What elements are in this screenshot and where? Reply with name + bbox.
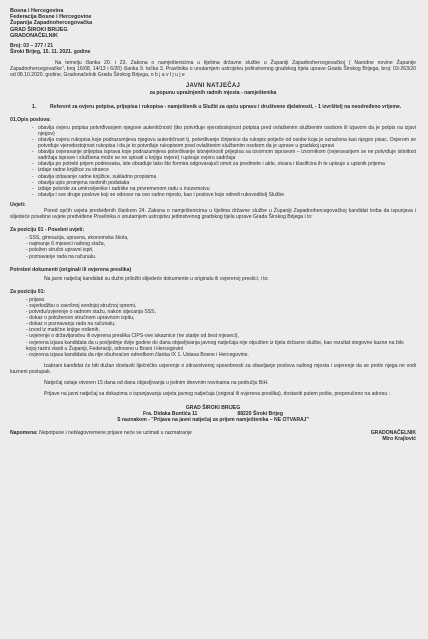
documents-label: Potrebni dokumenti (originali ili ovjerena preslika)	[10, 266, 132, 273]
header-line: Federacija Bosne i Hercegovine	[10, 14, 92, 21]
list-item: - izdaje radne knjižice za strance	[32, 167, 416, 173]
note-row	[10, 430, 416, 442]
duties-list	[32, 125, 416, 198]
header-line: GRADONAČELNIK	[10, 32, 58, 39]
position-heading	[32, 104, 416, 110]
signer-title: GRADONAČELNIK	[370, 429, 416, 436]
special-conditions-list	[26, 235, 416, 259]
document-subtitle: za popunu upražnjenih radnih mjesta - namještenika	[149, 90, 277, 97]
issuer-header	[10, 8, 416, 39]
documents-list	[26, 297, 412, 358]
list-item: - svjedodžbu o završnoj srednjoj stručnoj spremi,	[26, 303, 137, 310]
envelope-note: S naznakom - "Prijava na javni natječaj za prijem namještenika – NE OTVARAJ"	[117, 417, 309, 424]
list-item: - obavlja ovjeru potpisa potvrđivanjem njegove autentičnosti (tko potvrđuje vjerodostojnost potpisa pred ovlaštenim službenim osobom ili izjavom da je potpis na izjavi njegov)	[32, 125, 416, 137]
reference-block	[10, 43, 416, 55]
street-address: Fra. Didaka Buntića 11	[143, 411, 198, 418]
list-item: - prijava	[26, 296, 45, 303]
duties-label: 01.Opis poslova:	[10, 116, 51, 123]
header-line: GRAD ŠIROKI BRIJEG	[10, 26, 68, 33]
document-title: JAVNI NATJEČAJ	[185, 83, 241, 90]
position-text: Referent za ovjeru potpisa, prijepisa i rukopisa - namještenik u Službi za opću upravu i društvene djelatnosti, - 1 izvršitelj na neodređeno vrijeme.	[50, 103, 402, 110]
list-item: - izdaje potvrde za umirovljenike i radnike na privremenom radu u inozemstvu	[32, 186, 416, 192]
conditions-paragraph: Pored općih uvjeta predviđenih člankom 24. Zakona o namještenicima u tijelima državne službe u Županiji Zapadnohercegovačkoj kandidat treba da ispunjava i slijedeće posebne uvjete predviđene Pravilnika o unutarnjem ustrojstvu jedinstvenog gradskog tijela uprave Grada Širokog Brijega i to:	[10, 207, 416, 221]
note-label: Napomena:	[10, 429, 38, 436]
note-text: Nepotpune i neblagovremene prijave neće se uzimati u razmatranje	[39, 429, 192, 436]
intro-paragraph: Na temelju članka 20. i 23. Zakona o namještenicima u tijelima državne službe u Županiji Zapadnohercegovačkoj ( Narodne novine Županije Zapadnohercegovačke", broj 16/08, 14/13 i 6/20) članka 9. točka 3. Pravilnika o unutarnjem ustrojstvu jedinstvenog gradskog tijela uprave Grada Širokog Brijega, broj: 03-263/20 od 08.10.2020. godine, Gradonačelnik Grada Širokog Brijega, o b j a v l j u j e	[10, 60, 416, 79]
list-item: - uvjerenje o državljanstvu ili ovjerena preslika CIPS-ove iskaznice (ne starije od šest mjeseci),	[26, 333, 239, 340]
list-item: - dokaz o položenom stručnom upravnom ispitu,	[26, 315, 135, 322]
list-item: - poznavanje rada na računalu.	[26, 253, 97, 260]
position-1-label: Za poziciju 01 - Posebni uvjeti:	[10, 227, 85, 234]
list-item: - ovjerena izjava kandidata da nije obuhvaćen odredbom članka IX 1. Ustava Bosne i Hercegovine.	[26, 351, 249, 358]
list-item: - izvod iz matične knjige rođenih,	[26, 327, 100, 334]
position-1-docs-label: Za poziciju 01:	[10, 288, 46, 295]
list-item: - obavlja ovjeravanje prijepisa isprava koje podrazumijeva potvrđivanje istovjetnosti prijepisa sa izvornom ispravom – izvornikom (ovjeravanjem se ne potvrđuje istinitost sadržaja isprave i službena može se ne upisati u knjigu ovjere) i upisuje ovjeru sadržaja	[32, 149, 416, 161]
conditions-label: Uvjeti:	[10, 201, 26, 208]
list-item: - obavlja upis promjena osobnih podataka	[32, 180, 416, 186]
list-item: - položen stručni upravni ispit,	[26, 247, 94, 254]
signer-name: Miro Krajlović	[382, 435, 416, 442]
list-item: - obavlja po potrebi prijem podnesaka, iste obrađuje tako što formira odgovarajući omot za predmete i akte, otvara i klasificira ih te upisuje u upisnik prijema	[32, 161, 416, 167]
open-period-paragraph: Natječaj ostaje otvoren 15 dana od dana objavljivanja u jednim dnevnim novinama na području BiH.	[44, 380, 269, 387]
list-item: - obavlja izdavanje radne knjižice, sukladno propisima	[32, 174, 416, 180]
header-line: Bosna i Hercegovina	[10, 8, 64, 14]
list-item: - najmanje 6 mjeseci radnog staža,	[26, 241, 105, 248]
list-item: - ovjerena izjava kandidata da u posljednje dvije godine do dana objavljivanja javnog natječaja nije otpušten iz tijela državne službe, kao rezultat stegovne kazne na bilo kojoj razini vlasti u Županiji, Federaciji, odnosno u Bosni i Hercegovini	[26, 339, 404, 352]
documents-paragraph: Na javni natječaj kandidati su dužni priložiti slijedeće dokumente u originalu ili ovjerenoj preslici, i to:	[44, 275, 269, 282]
header-line: Županija Zapadnohercegovačka	[10, 20, 93, 27]
list-item: - obavlja i sve druge poslove koji se odnose na ovo radno mjesto, kao i poslove koje odredi rukovoditelj Službe	[32, 192, 416, 198]
list-item: - potvrdu/uvjerenje o radnom stažu, nakon stjecanja SSS,	[26, 309, 156, 316]
list-item: - dokaz o poznavanju rada na računalu,	[26, 321, 116, 328]
submission-paragraph: Prijave na javni natječaj sa dokazima o ispunjavanju uvjeta javnog natječaja (original ili ovjerena preslika), dostaviti putem pošte, preporučeno na adresu :	[44, 391, 391, 398]
signature-block	[371, 430, 416, 442]
list-item: - obavlja ovjeru rukopisa koje podrazumijeva njegovu autentičnost tj. potvrđivanje činjenice da rukopis potječe od osobe koja je označena kao njegov pisac. Ovjerom se potvrđuje vjerodostojnost rukopisa i da je to potvrđuje rukopisom pred ovlaštenim službenim osobom da je uprave u gradskoj upravi	[32, 137, 416, 149]
reference-number: Broj: 03 – 377 / 21	[10, 43, 54, 50]
selected-candidate-paragraph: Izabrani kandidat će biti dužan dostaviti liječničko uvjerenje o zdravstvenoj sposobnosti za obavljanje poslova radnog mjesta i uvjerenje da se protiv njega ne vodi kazneni postupak.	[10, 362, 416, 375]
note	[10, 430, 192, 442]
list-item: - SSS, gimnazija, upravna, ekonomska škola,	[26, 235, 129, 242]
postal-address: 88220 Široki Brijeg	[237, 411, 283, 418]
position-number: 1.	[32, 103, 37, 110]
recipient-org: GRAD ŠIROKI BRIJEG	[185, 405, 241, 412]
reference-date: Široki Brijeg, 15. 11. 2021. godine	[10, 49, 91, 56]
